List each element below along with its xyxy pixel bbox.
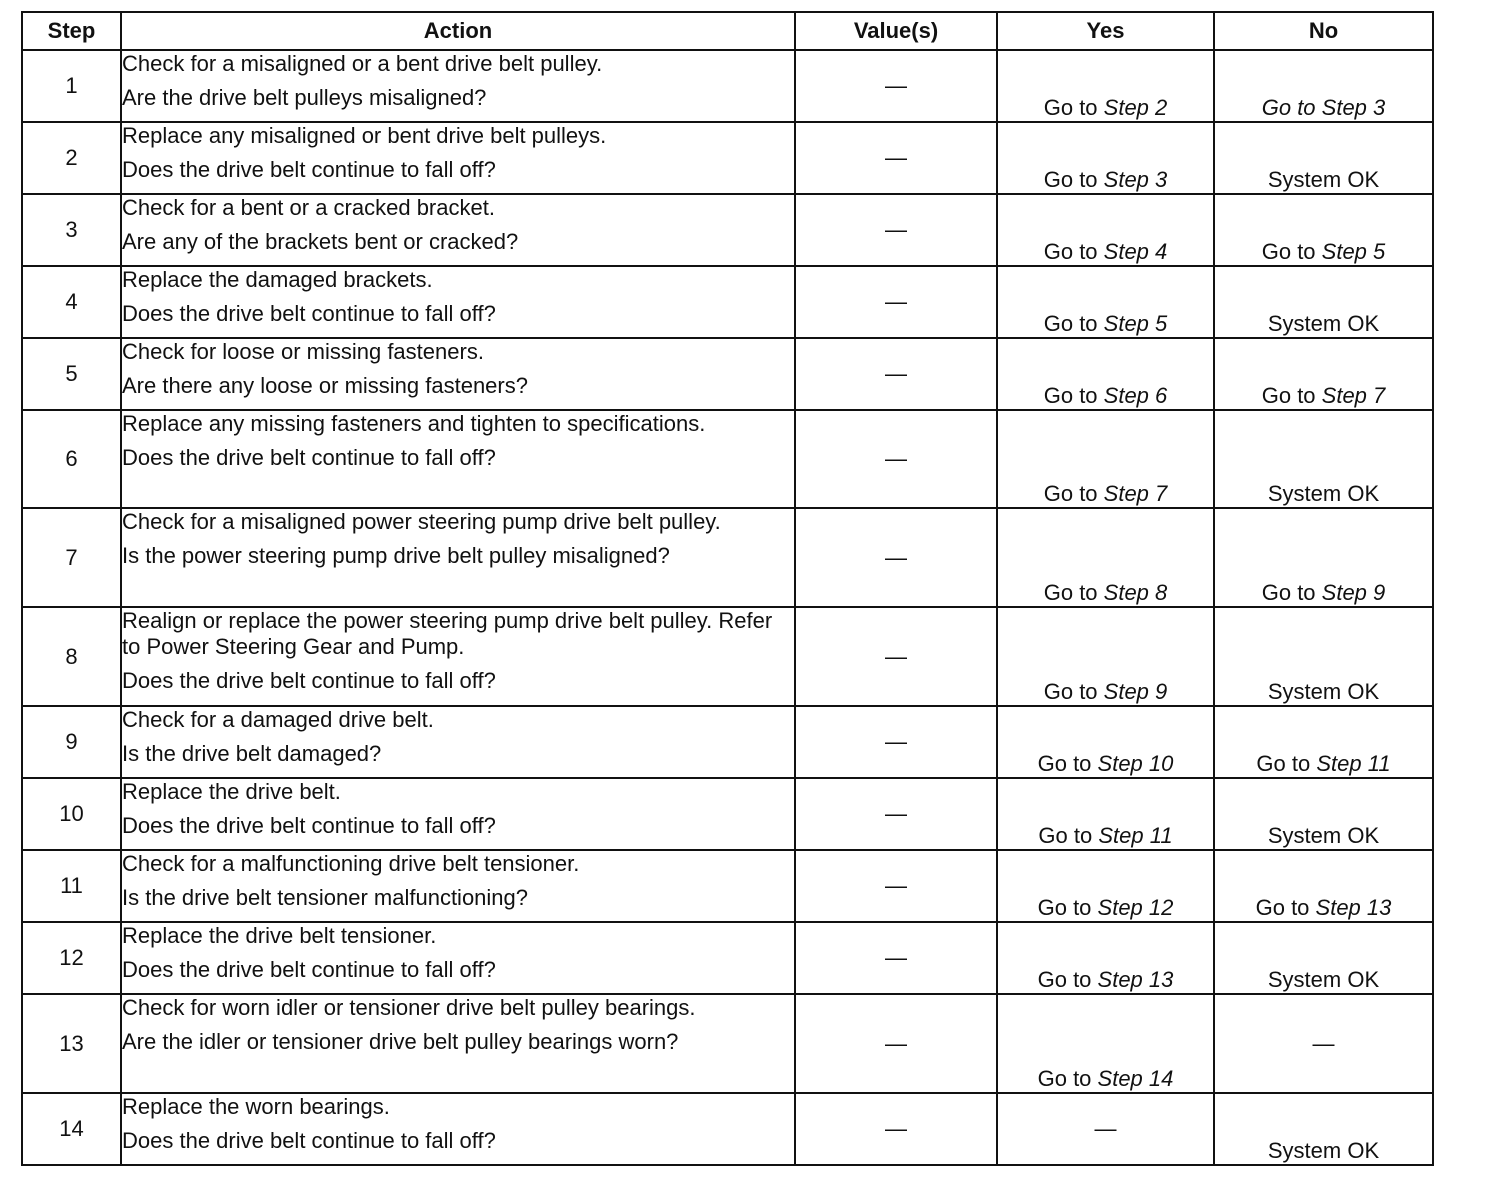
value-cell: — — [795, 266, 997, 338]
yes-step-link: Step 3 — [1103, 167, 1168, 192]
no-cell — [1214, 338, 1433, 410]
step-number: 8 — [22, 607, 121, 706]
table-row — [22, 1093, 1433, 1165]
step-number: 9 — [22, 706, 121, 778]
yes-cell — [997, 922, 1214, 994]
step-number: 4 — [22, 266, 121, 338]
action-instruction: Check for a misaligned power steering pump drive belt pulley. — [122, 509, 721, 534]
no-text: System OK — [1267, 481, 1380, 506]
yes-text: — — [1094, 1116, 1117, 1141]
yes-prefix: Go to — [1037, 967, 1098, 992]
step-number: 11 — [22, 850, 121, 922]
yes-prefix: Go to — [1043, 239, 1104, 264]
value-cell: — — [795, 706, 997, 778]
value-cell: — — [795, 122, 997, 194]
yes-cell — [997, 850, 1214, 922]
yes-cell — [997, 508, 1214, 607]
value-cell: — — [795, 778, 997, 850]
header-yes: Yes — [997, 12, 1214, 50]
no-text: — — [1312, 1030, 1335, 1056]
yes-prefix: Go to — [1043, 95, 1104, 120]
table-row — [22, 338, 1433, 410]
action-instruction: Replace the worn bearings. — [122, 1094, 390, 1119]
no-cell — [1214, 922, 1433, 994]
header-step: Step — [22, 12, 121, 50]
action-question: Does the drive belt continue to fall off? — [122, 668, 496, 693]
action-question: Is the drive belt damaged? — [122, 741, 382, 766]
action-cell — [121, 266, 795, 338]
step-number: 10 — [22, 778, 121, 850]
no-cell — [1214, 508, 1433, 607]
header-action: Action — [121, 12, 795, 50]
no-step-link: Step 5 — [1321, 239, 1386, 264]
no-cell — [1214, 266, 1433, 338]
table-row — [22, 266, 1433, 338]
no-text: System OK — [1267, 823, 1380, 848]
no-prefix: Go to — [1261, 239, 1322, 264]
yes-cell — [997, 607, 1214, 706]
no-cell — [1214, 850, 1433, 922]
yes-prefix: Go to — [1043, 580, 1104, 605]
no-step-link: Go to Step 3 — [1261, 95, 1386, 120]
yes-prefix: Go to — [1037, 1066, 1098, 1091]
yes-step-link: Step 8 — [1103, 580, 1168, 605]
table-row — [22, 607, 1433, 706]
table-row — [22, 410, 1433, 508]
header-no: No — [1214, 12, 1433, 50]
action-instruction: Check for a bent or a cracked bracket. — [122, 195, 495, 220]
yes-step-link: Step 5 — [1103, 311, 1168, 336]
action-instruction: Replace the drive belt. — [122, 779, 341, 804]
yes-prefix: Go to — [1038, 823, 1099, 848]
no-text: System OK — [1267, 679, 1380, 704]
table-row — [22, 778, 1433, 850]
action-question: Does the drive belt continue to fall off? — [122, 1128, 496, 1153]
action-cell — [121, 508, 795, 607]
step-number: 3 — [22, 194, 121, 266]
step-number: 7 — [22, 508, 121, 607]
yes-step-link: Step 11 — [1098, 823, 1173, 848]
yes-prefix: Go to — [1037, 751, 1098, 776]
value-cell: — — [795, 922, 997, 994]
yes-cell — [997, 994, 1214, 1093]
no-prefix: Go to — [1256, 751, 1317, 776]
yes-step-link: Step 12 — [1097, 895, 1174, 920]
action-cell — [121, 410, 795, 508]
value-cell: — — [795, 1093, 997, 1165]
no-cell — [1214, 1093, 1433, 1165]
action-cell — [121, 194, 795, 266]
value-cell: — — [795, 994, 997, 1093]
action-instruction: Replace any missing fasteners and tighten to specifications. — [122, 411, 706, 436]
table-row — [22, 194, 1433, 266]
no-prefix: Go to — [1261, 580, 1322, 605]
value-cell: — — [795, 607, 997, 706]
action-cell — [121, 50, 795, 122]
diagnostic-table — [21, 11, 1434, 1166]
value-cell: — — [795, 508, 997, 607]
no-step-link: Step 11 — [1316, 751, 1391, 776]
step-number: 6 — [22, 410, 121, 508]
yes-step-link: Step 13 — [1097, 967, 1174, 992]
yes-cell — [997, 1093, 1214, 1165]
table-row — [22, 994, 1433, 1093]
yes-cell — [997, 122, 1214, 194]
yes-prefix: Go to — [1043, 311, 1104, 336]
value-cell: — — [795, 850, 997, 922]
action-question: Does the drive belt continue to fall off? — [122, 445, 496, 470]
table-row — [22, 922, 1433, 994]
action-instruction: Realign or replace the power steering pump drive belt pulley. Refer to Power Steering Gear and Pump. — [122, 608, 773, 659]
action-cell — [121, 607, 795, 706]
action-cell — [121, 706, 795, 778]
yes-prefix: Go to — [1043, 481, 1104, 506]
no-cell — [1214, 607, 1433, 706]
yes-cell — [997, 194, 1214, 266]
action-instruction: Check for a damaged drive belt. — [122, 707, 434, 732]
yes-cell — [997, 266, 1214, 338]
action-question: Are any of the brackets bent or cracked? — [122, 229, 519, 254]
yes-cell — [997, 338, 1214, 410]
step-number: 1 — [22, 50, 121, 122]
step-number: 5 — [22, 338, 121, 410]
action-question: Is the drive belt tensioner malfunctioning? — [122, 885, 529, 910]
no-prefix: Go to — [1255, 895, 1316, 920]
action-instruction: Check for a malfunctioning drive belt tensioner. — [122, 851, 580, 876]
no-cell — [1214, 410, 1433, 508]
yes-step-link: Step 4 — [1103, 239, 1168, 264]
action-instruction: Check for a misaligned or a bent drive belt pulley. — [122, 51, 603, 76]
yes-step-link: Step 6 — [1103, 383, 1168, 408]
yes-step-link: Step 9 — [1103, 679, 1168, 704]
action-cell — [121, 338, 795, 410]
no-step-link: Step 7 — [1321, 383, 1386, 408]
value-cell: — — [795, 338, 997, 410]
no-cell — [1214, 194, 1433, 266]
step-number: 2 — [22, 122, 121, 194]
action-cell — [121, 778, 795, 850]
no-cell — [1214, 778, 1433, 850]
value-cell: — — [795, 194, 997, 266]
action-question: Does the drive belt continue to fall off? — [122, 157, 496, 182]
no-cell — [1214, 50, 1433, 122]
action-question: Are the idler or tensioner drive belt pulley bearings worn? — [122, 1029, 679, 1054]
action-cell — [121, 994, 795, 1093]
no-text: System OK — [1267, 311, 1380, 336]
yes-cell — [997, 50, 1214, 122]
value-cell: — — [795, 50, 997, 122]
no-cell — [1214, 122, 1433, 194]
no-step-link: Step 9 — [1321, 580, 1386, 605]
action-instruction: Replace the drive belt tensioner. — [122, 923, 437, 948]
header-values: Value(s) — [795, 12, 997, 50]
yes-prefix: Go to — [1043, 167, 1104, 192]
step-number: 14 — [22, 1093, 121, 1165]
table-row — [22, 50, 1433, 122]
action-instruction: Check for worn idler or tensioner drive belt pulley bearings. — [122, 995, 696, 1020]
action-question: Does the drive belt continue to fall off? — [122, 301, 496, 326]
action-instruction: Replace the damaged brackets. — [122, 267, 433, 292]
action-instruction: Replace any misaligned or bent drive belt pulleys. — [122, 123, 607, 148]
no-text: System OK — [1267, 967, 1380, 992]
table-row — [22, 508, 1433, 607]
action-cell — [121, 850, 795, 922]
yes-cell — [997, 778, 1214, 850]
yes-step-link: Step 14 — [1097, 1066, 1174, 1091]
table-body — [22, 50, 1433, 1165]
yes-prefix: Go to — [1043, 383, 1104, 408]
action-cell — [121, 122, 795, 194]
yes-prefix: Go to — [1037, 895, 1098, 920]
action-cell — [121, 922, 795, 994]
header-row — [22, 12, 1433, 50]
yes-prefix: Go to — [1043, 679, 1104, 704]
yes-step-link: Step 7 — [1103, 481, 1168, 506]
yes-step-link: Step 2 — [1103, 95, 1168, 120]
no-prefix: Go to — [1261, 383, 1322, 408]
yes-cell — [997, 410, 1214, 508]
table-row — [22, 706, 1433, 778]
step-number: 12 — [22, 922, 121, 994]
step-number: 13 — [22, 994, 121, 1093]
action-question: Does the drive belt continue to fall off? — [122, 957, 496, 982]
value-cell: — — [795, 410, 997, 508]
no-cell — [1214, 994, 1433, 1093]
action-cell — [121, 1093, 795, 1165]
action-question: Does the drive belt continue to fall off? — [122, 813, 496, 838]
no-text: System OK — [1267, 167, 1380, 192]
action-question: Is the power steering pump drive belt pulley misaligned? — [122, 543, 670, 568]
action-question: Are there any loose or missing fasteners? — [122, 373, 528, 398]
action-instruction: Check for loose or missing fasteners. — [122, 339, 484, 364]
no-text: System OK — [1267, 1138, 1380, 1163]
no-cell — [1214, 706, 1433, 778]
action-question: Are the drive belt pulleys misaligned? — [122, 85, 487, 110]
table-row — [22, 850, 1433, 922]
yes-step-link: Step 10 — [1097, 751, 1174, 776]
no-step-link: Step 13 — [1315, 895, 1392, 920]
yes-cell — [997, 706, 1214, 778]
table-row — [22, 122, 1433, 194]
